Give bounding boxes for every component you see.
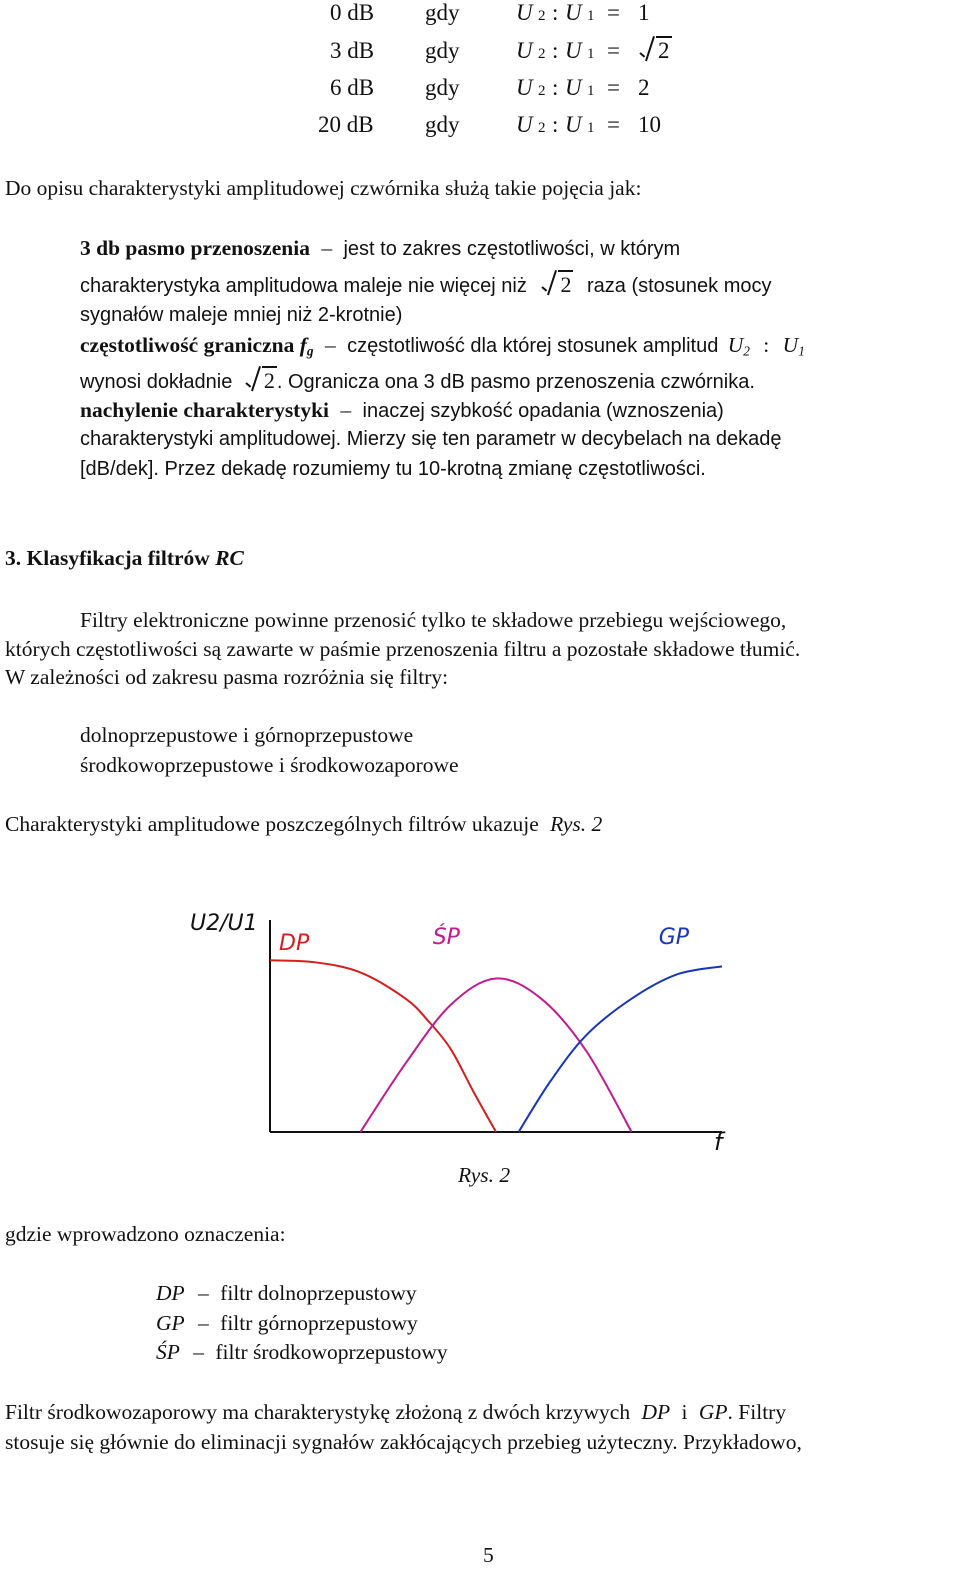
dash: – — [340, 398, 352, 422]
fg-subscript: g — [306, 343, 314, 359]
gdy-word: gdy — [425, 112, 460, 137]
sqrt-value: 2 — [263, 368, 275, 393]
u-symbol: U — [565, 0, 582, 25]
colon: : — [552, 112, 559, 137]
u-symbol: U — [516, 0, 533, 25]
u-symbol: U — [516, 112, 533, 137]
equals: = — [607, 38, 620, 63]
term-fg: częstotliwość graniczna — [80, 333, 295, 357]
u-symbol: U — [565, 75, 582, 100]
figure-reference-text: Charakterystyki amplitudowe poszczególnych filtrów ukazuje — [5, 812, 539, 836]
legend-item-gp — [156, 1311, 418, 1336]
sqrt-expression — [246, 368, 277, 393]
subscript: 2 — [538, 46, 546, 62]
db-value: 0 dB — [330, 0, 375, 25]
definition-fg-line2 — [80, 368, 755, 394]
series-line-sp — [360, 978, 631, 1132]
ratio-value: 1 — [638, 0, 650, 25]
ratio-value: 10 — [638, 112, 661, 137]
ratio-value: 2 — [638, 75, 650, 100]
def-text: raza (stosunek mocy — [587, 275, 772, 297]
subscript: 1 — [587, 120, 595, 136]
subscript: 2 — [538, 8, 546, 24]
def-text: charakterystyka amplitudowa maleje nie więcej niż — [80, 275, 527, 297]
series-label-gp: GP — [658, 925, 690, 951]
definition-3db-line1 — [80, 236, 680, 261]
dash: – — [324, 333, 336, 357]
legend-intro: gdzie wprowadzono oznaczenia: — [5, 1222, 286, 1246]
filter-response-chart — [182, 900, 742, 1160]
series-label-dp: DP — [279, 931, 310, 957]
subscript: 1 — [587, 8, 595, 24]
definition-slope-line3: [dB/dek]. Przez dekadę rozumiemy tu 10-krotną zmianę częstotliwości. — [80, 458, 706, 480]
page-number: 5 — [483, 1543, 494, 1567]
db-value: 20 dB — [318, 112, 374, 137]
closing-line1 — [5, 1400, 786, 1425]
paragraph-line3: W zależności od zakresu pasma rozróżnia się filtry: — [5, 665, 449, 689]
sqrt-value: 2 — [560, 272, 572, 297]
u2-subscript: 2 — [743, 343, 750, 359]
gdy-word: gdy — [425, 75, 460, 100]
definition-3db-line2 — [80, 272, 772, 298]
subscript: 2 — [538, 83, 546, 99]
definition-fg-line1 — [80, 333, 805, 359]
u-symbol: U — [516, 38, 533, 63]
filter-type-1: dolnoprzepustowe i górnoprzepustowe — [80, 723, 414, 747]
colon: : — [552, 75, 559, 100]
dash: – — [321, 236, 333, 260]
figure-reference-label: Rys. 2 — [550, 812, 603, 836]
section-heading — [5, 546, 244, 571]
def-text: wynosi dokładnie — [80, 371, 233, 393]
definition-3db-line3: sygnałów maleje mniej niż 2-krotnie) — [80, 304, 403, 326]
u2-symbol: U — [727, 333, 744, 357]
legend-desc: filtr środkowoprzepustowy — [215, 1340, 448, 1364]
dash: – — [198, 1281, 209, 1305]
paragraph-line2: których częstotliwości są zawarte w paśmie przenoszenia filtru a pozostałe składowe tłumić. — [5, 637, 801, 661]
u-symbol: U — [516, 75, 533, 100]
fg-symbol: f — [299, 333, 307, 357]
x-axis-label: f — [714, 1128, 723, 1156]
closing-gp: GP — [698, 1400, 728, 1424]
term-slope: nachylenie charakterystyki — [80, 398, 330, 422]
subscript: 1 — [587, 83, 595, 99]
series-line-dp — [270, 960, 496, 1132]
dash: – — [198, 1311, 209, 1335]
db-value: 3 dB — [330, 38, 375, 63]
section-title: Klasyfikacja filtrów — [26, 546, 210, 570]
def-text: jest to zakres częstotliwości, w którym — [343, 238, 681, 260]
legend-item-sp — [156, 1340, 448, 1365]
figure-caption: Rys. 2 — [458, 1163, 511, 1187]
equals: = — [607, 75, 620, 100]
closing-i: i — [681, 1400, 688, 1424]
closing-line2: stosuje się głównie do eliminacji sygnałów zakłócających przebieg użyteczny. Przykładowo, — [5, 1430, 802, 1454]
sqrt-expression — [640, 38, 672, 64]
colon: : — [763, 333, 770, 357]
term-3db: 3 db pasmo przenoszenia — [80, 236, 310, 260]
closing-text: . Filtry — [727, 1400, 787, 1424]
equals: = — [607, 112, 620, 137]
filter-type-2: środkowoprzepustowe i środkowozaporowe — [80, 753, 459, 777]
gdy-word: gdy — [425, 0, 460, 25]
series-line-gp — [519, 966, 722, 1132]
db-value: 6 dB — [330, 75, 375, 100]
closing-text: Filtr środkowozaporowy ma charakterystykę złożoną z dwóch krzywych — [5, 1400, 631, 1424]
gdy-word: gdy — [425, 38, 460, 63]
section-number: 3. — [5, 546, 22, 570]
definition-slope-line1 — [80, 398, 724, 423]
def-text: inaczej szybkość opadania (wznoszenia) — [362, 400, 724, 422]
definition-slope-line2: charakterystyki amplitudowej. Mierzy się ten parametr w decybelach na dekadę — [80, 428, 782, 450]
u-symbol: U — [565, 38, 582, 63]
legend-item-dp — [156, 1281, 417, 1306]
def-text: częstotliwość dla której stosunek amplitud — [347, 335, 719, 357]
colon: : — [552, 0, 559, 25]
section-rc: RC — [215, 546, 244, 570]
sqrt-value: 2 — [658, 38, 670, 63]
def-text: . Ogranicza ona 3 dB pasmo przenoszenia czwórnika. — [276, 371, 755, 393]
legend-desc: filtr górnoprzepustowy — [220, 1311, 418, 1335]
dash: – — [193, 1340, 205, 1364]
subscript: 2 — [538, 120, 546, 136]
y-axis-label: U2/U1 — [190, 911, 258, 936]
colon: : — [552, 38, 559, 63]
intro-text: Do opisu charakterystyki amplitudowej czwórnika służą takie pojęcia jak: — [5, 176, 642, 200]
legend-abbr: DP — [156, 1281, 185, 1305]
legend-abbr: ŚP — [156, 1340, 180, 1364]
series-label-sp: ŚP — [432, 925, 460, 951]
subscript: 1 — [587, 46, 595, 62]
legend-desc: filtr dolnoprzepustowy — [220, 1281, 417, 1305]
equals: = — [607, 0, 620, 25]
paragraph-line1: Filtry elektroniczne powinne przenosić tylko te składowe przebiegu wejściowego, — [80, 608, 787, 632]
u1-subscript: 1 — [798, 343, 805, 359]
sqrt-expression — [542, 272, 573, 297]
u1-symbol: U — [782, 333, 799, 357]
figure-reference — [5, 812, 602, 837]
u-symbol: U — [565, 112, 582, 137]
closing-dp: DP — [641, 1400, 671, 1424]
legend-abbr: GP — [156, 1311, 185, 1335]
